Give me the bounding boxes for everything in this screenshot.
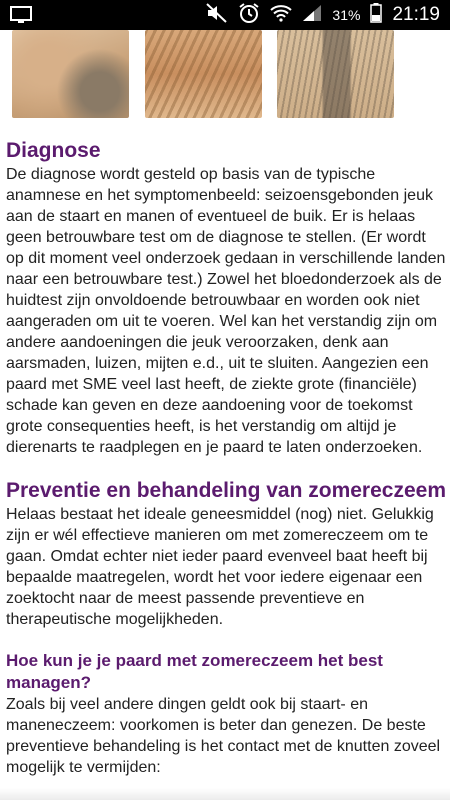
battery-percent: 31% bbox=[332, 7, 361, 23]
wifi-icon bbox=[270, 4, 292, 27]
article-body bbox=[6, 138, 446, 778]
mute-icon bbox=[206, 3, 228, 28]
management-paragraph: Zoals bij veel andere dingen geldt ook bij staart- en maneneczeem: voorkomen is beter dan genezen. De beste preventieve behandeling is het contact met de knutten zoveel mogelijk te vermijden: bbox=[6, 696, 441, 776]
horse-mane-photo[interactable] bbox=[12, 30, 129, 118]
prevention-heading: Preventie en behandeling van zomereczeem bbox=[6, 479, 446, 502]
screen-mirror-icon bbox=[10, 6, 32, 29]
diagnosis-heading: Diagnose bbox=[6, 139, 101, 162]
signal-icon bbox=[302, 4, 322, 27]
management-heading: Hoe kun je je paard met zomereczeem het best managen? bbox=[6, 651, 383, 692]
alarm-icon bbox=[238, 2, 260, 29]
battery-icon bbox=[370, 3, 382, 28]
horse-skin-photo[interactable] bbox=[145, 30, 262, 118]
prevention-paragraph: Helaas bestaat het ideale geneesmiddel (nog) niet. Gelukkig zijn er wél effectieve manieren om met zomereczeem om te gaan. Omdat echter niet ieder paard evenveel baat heeft bij bepaalde maatregelen, wordt het voor iedere eigenaar een zoektocht naar de meest passende preventieve en therapeutische mogelijkheden. bbox=[6, 506, 434, 628]
diagnosis-paragraph: De diagnose wordt gesteld op basis van de typische anamnese en het symptomenbeeld: seizoensgebonden jeuk aan de staart en manen of eventueel de buik. Er is helaas geen betrouwbare test om de diagnose te stellen. (Er wordt op dit moment veel onderzoek gedaan in verschillende landen naar een betrouwbare test.) Zowel het bloedonderzoek als de huidtest zijn onvoldoende betrouwbaar en worden ook niet aangeraden om uit te voeren. Wel kan het verstandig zijn om andere aandoeningen die jeuk veroorzaken, denk aan aarsmaden, luizen, mijten e.d., uit te sluiten. Aangezien een paard met SME veel last heeft, de ziekte grote (financiële) schade kan geven en deze aandoening voor de toekomst grote consequenties heeft, is het verstandig om altijd je dierenarts te raadplegen en je paard te laten onderzoeken. bbox=[6, 166, 446, 456]
clock: 21:19 bbox=[392, 4, 440, 25]
horse-tail-photo[interactable] bbox=[277, 30, 394, 118]
bottom-shade bbox=[0, 788, 450, 800]
status-bar bbox=[0, 0, 450, 30]
photo-strip bbox=[0, 30, 450, 120]
